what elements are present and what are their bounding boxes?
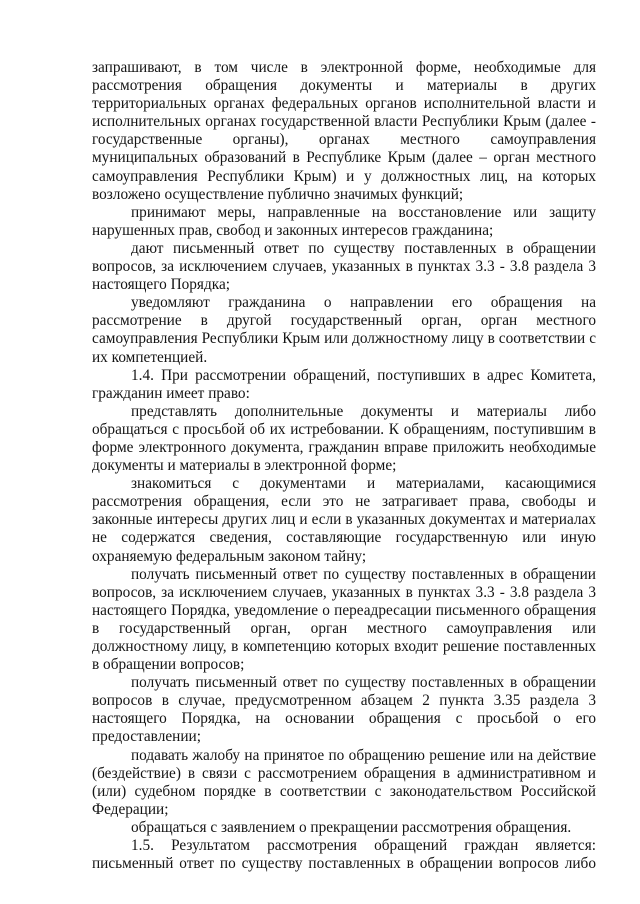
paragraph-section-1-4: 1.4. При рассмотрении обращений, поступивших в адрес Комитета, гражданин имеет право: bbox=[92, 366, 596, 402]
paragraph-section-1-5: 1.5. Результатом рассмотрения обращений граждан является: письменный ответ по существу поставленных в обращении вопросов либо bbox=[92, 837, 596, 873]
paragraph-written-answer: дают письменный ответ по существу поставленных в обращении вопросов, за исключением случаев, указанных в пунктах 3.3 - 3.8 раздела 3 настоящего Порядка; bbox=[92, 239, 596, 294]
paragraph-right-stop-review: обращаться с заявлением о прекращении рассмотрения обращения. bbox=[131, 818, 572, 836]
paragraph-right-submit-documents: представлять дополнительные документы и материалы либо обращаться с просьбой об их истребовании. К обращениям, поступившим в форме электронного документа, гражданин вправе приложить необходимые документы и материалы в электронной форме; bbox=[92, 402, 596, 475]
paragraph-request-materials: запрашивают, в том числе в электронной форме, необходимые для рассмотрения обращения документы и материалы в других территориальных органах федеральных органов исполнительной власти и исполнительных органах государственной власти Республики Крым (далее - государственные органы), органах местного самоуправления муниципальных образований в Республике Крым (далее – орган местного самоуправления Республики Крым) и у должностных лиц, на которых возложено осуществление публично значимых функций; bbox=[92, 59, 596, 203]
paragraph-right-familiarize: знакомиться с документами и материалами, касающимися рассмотрения обращения, если это не затрагивает права, свободы и законные интересы других лиц и если в указанных документах и материалах не содержатся сведения, составляющие государственную или иную охраняемую федеральным законом тайну; bbox=[92, 475, 596, 565]
paragraph-right-complaint: подавать жалобу на принятое по обращению решение или на действие (бездействие) в связи с рассмотрением обращения в административном и (или) судебном порядке в соответствии с законодательством Российской Федерации; bbox=[92, 746, 596, 818]
paragraph-notify-redirect: уведомляют гражданина о направлении его обращения на рассмотрение в другой государственный орган, орган местного самоуправления Республики Крым или должностному лицу в соответствии с их компетенцией. bbox=[92, 294, 596, 366]
document-page bbox=[92, 59, 596, 873]
paragraph-restore-rights: принимают меры, направленные на восстановление или защиту нарушенных прав, свобод и законных интересов гражданина; bbox=[92, 203, 596, 239]
paragraph-right-receive-answer-3-35: получать письменный ответ по существу поставленных в обращении вопросов в случае, предусмотренном абзацем 2 пункта 3.35 раздела 3 настоящего Порядка, на основании обращения с просьбой о его предоставлении; bbox=[92, 674, 596, 746]
paragraph-right-receive-answer: получать письменный ответ по существу поставленных в обращении вопросов, за исключением случаев, указанных в пунктах 3.3 - 3.8 раздела 3 настоящего Порядка, уведомление о переадресации письменного обращения в государственный орган, орган местного самоуправления или должностному лицу, в компетенцию которых входит решение поставленных в обращении вопросов; bbox=[92, 565, 596, 674]
